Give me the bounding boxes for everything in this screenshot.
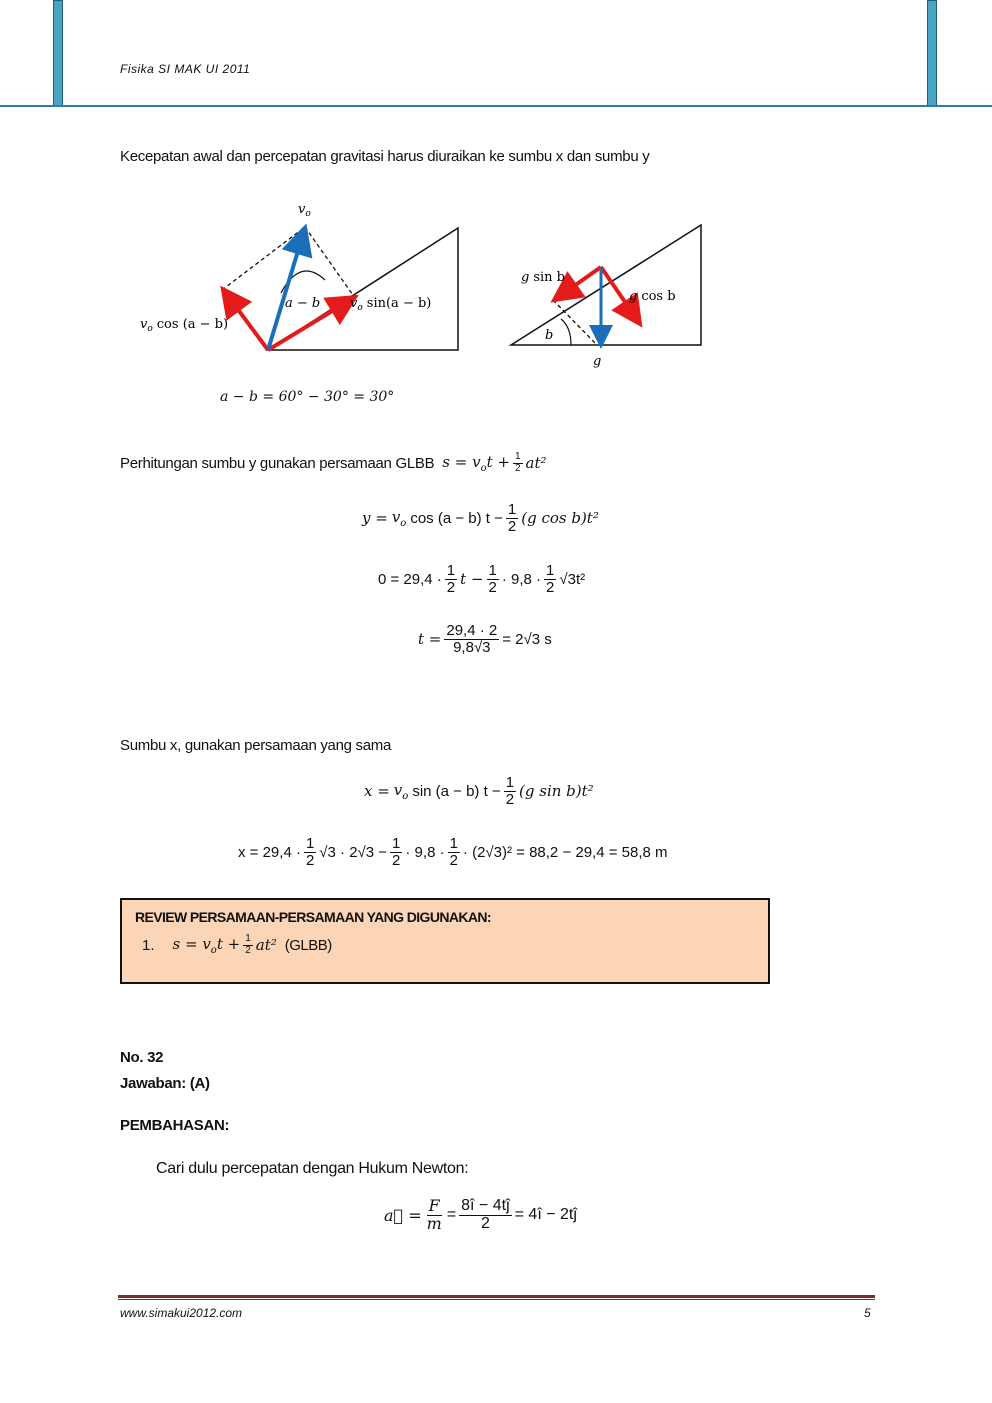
review-item-1: 1. $s = v_ot$ + $\frac{1}{2}$ at² (GLBB)	[142, 933, 332, 956]
svg-text:vo: $v_o$	[298, 202, 311, 219]
review-box	[120, 898, 770, 984]
footer-rule	[118, 1295, 875, 1298]
equation-zero: 0 = 29,4 · $\frac{1}{2}$ t − $\frac{1}{2}$ · 9,8 · $\frac{1}{2}$ √3t²	[378, 562, 586, 596]
sumbu-x-text: Sumbu x, gunakan persamaan yang sama	[120, 737, 392, 754]
header-rule	[0, 105, 992, 107]
pembahasan-heading: PEMBAHASAN:	[120, 1117, 230, 1134]
question-number: No. 32	[120, 1049, 164, 1066]
header-title: Fisika SI MAK UI 2011	[120, 62, 251, 76]
equation-x: x = $v_o$ sin (a − b) t − $\frac{1}{2}$ (g sin b)t²	[364, 774, 594, 808]
diagram-velocity-decomposition	[130, 195, 470, 415]
angle-equation: a − b = 60° − 30° = 30°	[220, 389, 395, 405]
footer-url: www.simakui2012.com	[120, 1306, 243, 1320]
intro-text: Kecepatan awal dan percepatan gravitasi harus diuraikan ke sumbu x dan sumbu y	[120, 148, 650, 165]
header-bar-left	[53, 0, 63, 106]
diagram-gravity-decomposition	[505, 215, 715, 375]
svg-text:gsin b: g sin b	[521, 270, 565, 285]
cari-text: Cari dulu percepatan dengan Hukum Newton:	[156, 1160, 469, 1177]
incline-triangle-2	[511, 225, 701, 345]
equation-y: y = $v_o$ cos (a − b) t − $\frac{1}{2}$ (g cos b)t²	[362, 501, 599, 535]
vo-cos-arrow	[225, 292, 268, 350]
page-number: 5	[864, 1306, 871, 1320]
equation-t: t = $\frac{29,4 \cdot 2}{9,8√3}$ = 2√3 s	[418, 622, 552, 656]
svg-text:a − b: a − b	[285, 296, 321, 311]
svg-text:b: b	[545, 328, 554, 343]
sumbu-y-text: Perhitungan sumbu y gunakan persamaan GLBB	[120, 454, 435, 472]
svg-text:vosin(a − b): $v_o$ sin(a − b)	[350, 296, 432, 313]
sumbu-y-line: Perhitungan sumbu y gunakan persamaan GLBB $s = v_ot$ + $\frac{1}{2}$ at²	[120, 451, 547, 474]
answer: Jawaban: (A)	[120, 1075, 210, 1092]
equation-acceleration: a⃗ = $\frac{F}{m}$ = $\frac{8î - 4tĵ}{2}$ = 4î − 2tĵ	[384, 1196, 577, 1233]
footer-rule-thin	[118, 1299, 875, 1300]
header-bar-right	[927, 0, 937, 106]
review-title: REVIEW PERSAMAAN-PERSAMAAN YANG DIGUNAKAN:	[135, 909, 491, 925]
equation-x-numeric: x = 29,4 · $\frac{1}{2}$ √3 · 2√3 − $\frac{1}{2}$ · 9,8 · $\frac{1}{2}$ · (2√3)² = 88,2 − 29,4 = 58,8 m	[238, 835, 668, 869]
svg-text:g: g	[593, 354, 602, 369]
svg-text:vocos (a − b): $v_o$ cos (a − b)	[140, 317, 229, 334]
svg-text:gcos b: g cos b	[629, 289, 676, 304]
